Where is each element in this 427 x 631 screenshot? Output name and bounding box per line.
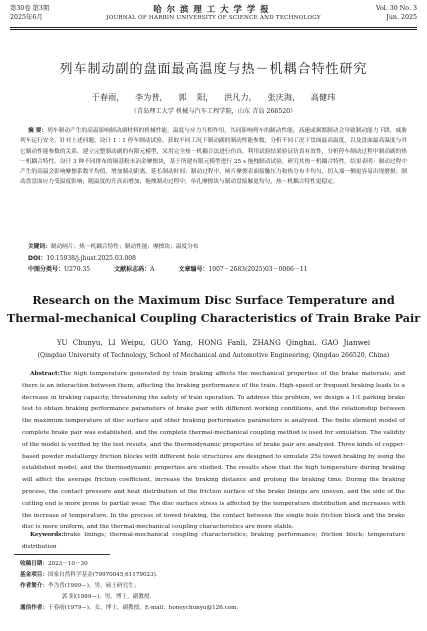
abstract-zh-label: 摘 要：: [28, 128, 48, 134]
abstract-en-text: The high temperature generated by train braking affects the mechanical properties of the brake materials, and there is an interaction between them, affecting the braking performance of the train. High-speed or frequent braking leads to a decrease in braking capacity, threatening the safety of train operation. To address this problem, we design a 1∶1 parking brake test to obtain braking performance parameters of brake pair with different working conditions, and the relationship between the maximum temperature of disc surface and other braking performance parameters is analyzed. The finite element model of complete brake pair was established, and the complete thermal-mechanical coupling method is used for simulation. The validity of the model is verified by the test results, and the thermodynamic properties of brake pair are analyzed. Three kinds of copper-based powder metallurgy friction blocks with different hole structures are designed to simulate 25s towed braking by using the established model, and the thermodynamic properties are studied. The results show that the high temperature during braking will affect the average friction coefficient, increase the braking distance and prolong the braking time. During the braking process, the contact pressure and heat distribution of the friction surface of the brake linings are uneven, and the side of the cutting end is more prone to partial wear. The disc surface stress is affected by the temperature distribution and increases with the increase of temperature. In the process of towed braking, the contact between the single hole friction block and the brake disc is more uniform, and the thermal-mechanical coupling characteristics are more stable.: [22, 371, 405, 531]
doc-code-label: 文献标志码：: [114, 266, 151, 273]
classification-line: [28, 264, 407, 273]
abstract-zh-text: 列车制动产生的高温影响制动副材料的机械性能，温度与应力互相作用，共同影响列车的制动性能，高速或频繁制动会导致制动能力下降，威胁列车运行安全。针对上述问题，设计 1∶1 停车制动试验，获取不同工况下制动副的制动性能参数，分析不同工况下盘面最高温度，以及盘面最高温度与其它制动性能参数的关系。建立完整制动副的有限元模型，采用完全热－机耦合法进行仿真，利用试验结果验证仿真有效性，分析停车制动过程中制动副的热－机耦合特性。设计 3 种不同排布的铜基粉末冶金摩擦块，基于所建有限元模型进行 25 s 拖拽制动试验，研究其热－机耦合特性。结果表明：制动过程中产生的高温会影响摩擦系数平均值，增加制动距离，延长制动时间；制动过程中，闸片摩擦表面接触压力和热分布不均匀，切入端一侧更容易出现磨损；制动盘盘面应力受温度影响，随温度的升高而增加；拖拽制动过程中，单孔摩擦块与制动盘接触更均匀，热－机耦合特性更稳定。: [20, 128, 408, 186]
clc-label: 中图分类号：: [28, 266, 65, 273]
affiliation-en: (Qingdao University of Technology, School of Mechanical and Automotive Engineering, Qingdao 266520, China): [37, 352, 390, 359]
affiliation-zh: （青岛理工大学 机械与汽车工程学院，山东 青岛 266520）: [130, 108, 297, 115]
corresponding-value: 于春雨(1979—)，女，博士，副教授，E-mail：honeychunyu@126.com.: [47, 605, 239, 611]
keywords-en: [22, 530, 405, 554]
doi-label: DOI：: [28, 255, 47, 262]
volume-issue-zh: 第30卷 第3期: [10, 5, 50, 12]
received-label: 收稿日期：: [20, 561, 48, 567]
header-left: [10, 4, 49, 22]
date-en: Jun. 2025: [386, 14, 417, 21]
title-en-line-1: Research on the Maximum Disc Surface Temperature and: [32, 293, 395, 307]
abstract-en-label: Abstract:: [30, 371, 60, 377]
doi-line: [28, 253, 136, 262]
keywords-en-label: Keywords:: [30, 532, 64, 538]
abstract-en: [22, 369, 405, 534]
authors-zh: 于春雨， 李为普， 郭 阳， 洪凡力， 张庆海， 高健玮: [91, 92, 336, 102]
fund-label: 基金项目：: [20, 572, 48, 578]
journal-name-zh: 哈尔滨理工大学学报: [153, 4, 274, 14]
author-bio-line-1: [20, 581, 407, 592]
author-bio-label: 作者简介：: [20, 583, 48, 589]
fund-line: [20, 570, 407, 581]
header-rule-thin: [10, 29, 417, 30]
fund-value: 国家自然科学基金(79970045,61179023).: [47, 572, 158, 578]
corresponding-label: 通信作者：: [20, 605, 48, 611]
doc-code-segment: [114, 264, 154, 273]
journal-header: [10, 4, 417, 26]
article-id-label: 文章编号：: [178, 266, 209, 273]
keywords-zh-text: 制动闸片；热－机耦合特性；制动性能；摩擦块；温度分布: [50, 244, 199, 250]
received-line: [20, 559, 407, 570]
keywords-zh: [20, 242, 407, 252]
authors-en: YU Chunyu, LI Weipu, GUO Yang, HONG Fanli, ZHANG Qinghai, GAO Jianwei: [56, 338, 371, 347]
received-value: 2023－10－30: [47, 561, 88, 567]
title-en: [0, 291, 427, 327]
journal-name-en: JOURNAL OF HARBIN UNIVERSITY OF SCIENCE AND TECHNOLOGY: [106, 15, 321, 21]
volume-issue-en: Vol. 30 No. 3: [376, 5, 417, 12]
date-zh: 2025年6月: [10, 14, 43, 21]
author-bio-2: 郭 阳(1989—)，男，博士，副教授.: [62, 594, 152, 600]
header-center: [70, 4, 357, 22]
article-id-value: 1007－2683(2025)03－0066－11: [208, 266, 308, 273]
keywords-zh-label: 关键词：: [28, 244, 51, 250]
header-right: [376, 4, 417, 22]
corresponding-line: [20, 603, 407, 614]
doc-code-value: A: [150, 266, 155, 273]
clc-segment: [28, 264, 90, 273]
header-rule-thick: [10, 27, 417, 28]
doi-value: 10.15938/j.jhust.2025.03.008: [46, 255, 136, 262]
keywords-en-text: brake linings; thermal-mechanical coupling characteristics; braking performance; friction block; temperature distribution: [22, 532, 405, 550]
author-bio-1: 李为普(1999—)，男，硕士研究生；: [47, 583, 140, 589]
footnote-rule: [14, 554, 110, 555]
article-id-segment: [178, 264, 307, 273]
abstract-zh: [20, 126, 407, 188]
title-en-line-2: Thermal-mechanical Coupling Characteristics of Train Brake Pair: [6, 311, 421, 325]
clc-value: U270.35: [64, 266, 91, 273]
footnotes: [20, 559, 407, 614]
author-bio-line-2: [20, 592, 407, 603]
title-zh: 列车制动副的盘面最高温度与热－机耦合特性研究: [59, 62, 368, 77]
